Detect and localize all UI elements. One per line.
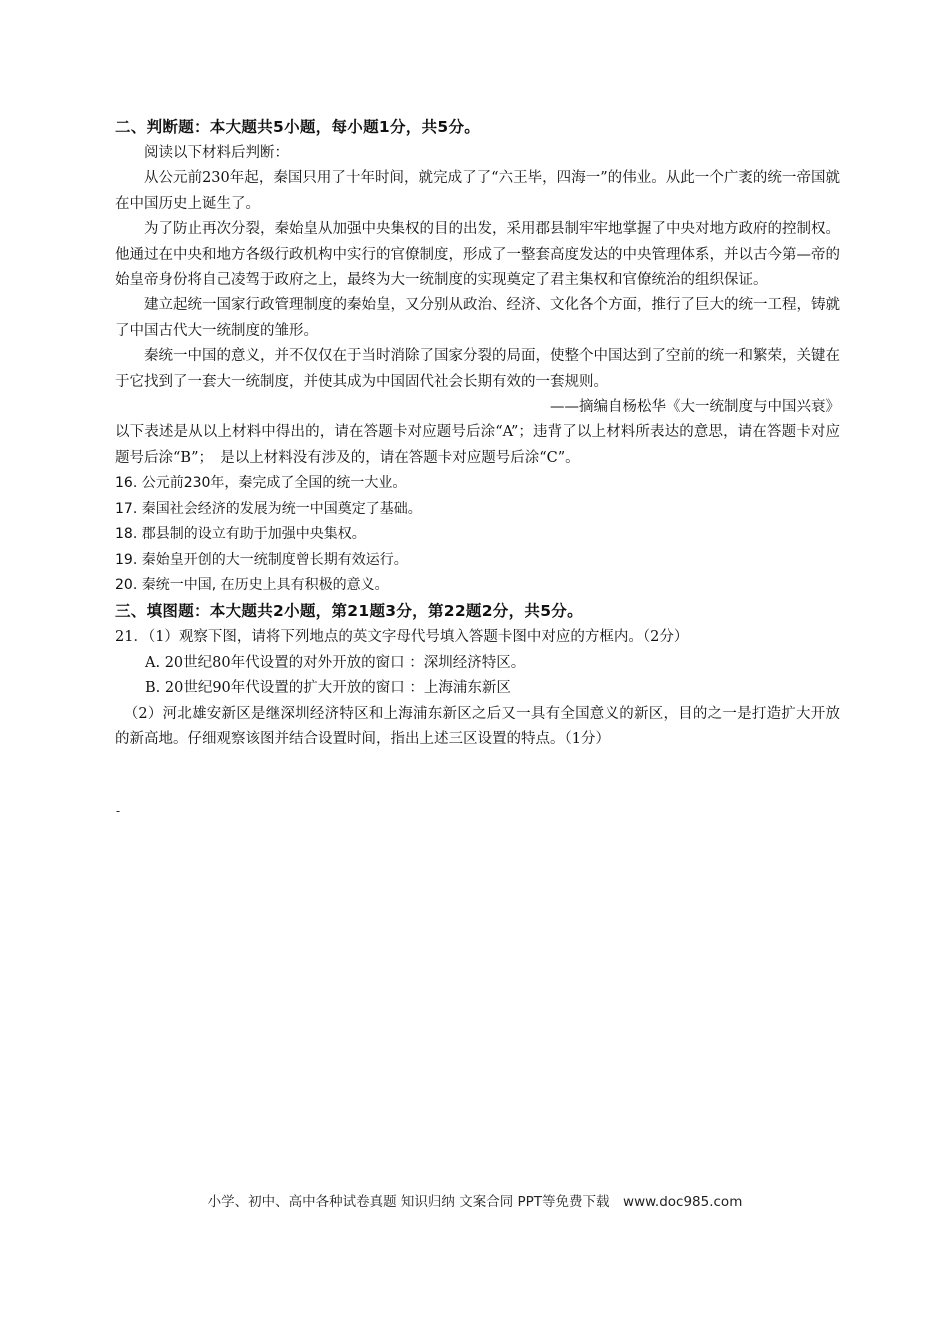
- page-footer: 小学、初中、高中各种试卷真题 知识归纳 文案合同 PPT等免费下载 www.doc985.com: [207, 1194, 743, 1210]
- question-20: 20. 秦统一中国, 在历史上具有积极的意义。: [115, 576, 389, 593]
- material-paragraph-3: 建立起统一国家行政管理制度的秦始皇，又分别从政治、经济、文化各个方面，推行了巨大的统一工程，铸就了中国古代大一统制度的雏形。: [115, 297, 840, 339]
- section-2-heading: 二、判断题：本大题共5小题，每小题1分，共5分。: [115, 118, 481, 136]
- judgement-instruction: 以下表述是从以上材料中得出的，请在答题卡对应题号后涂“A”；违背了以上材料所表达的意思，请在答题卡对应题号后涂“B”； 是以上材料没有涉及的，请在答题卡对应题号后涂“C”。: [115, 424, 840, 466]
- stray-mark: -: [116, 804, 121, 818]
- question-21-option-a: A. 20世纪80年代设置的对外开放的窗口 ：深圳经济特区。: [145, 654, 526, 671]
- material-paragraph-1: 从公元前230年起，秦国只用了十年时间，就完成了了“六王毕，四海一”的伟业。从此一个广袤的统一帝国就在中国历史上诞生了。: [115, 170, 840, 212]
- exam-content: [115, 114, 840, 752]
- material-paragraph-4: 秦统一中国的意义，并不仅仅在于当时消除了国家分裂的局面，使整个中国达到了空前的统一和繁荣，关键在于它找到了一套大一统制度，并使其成为中国固代社会长期有效的一套规则。: [115, 348, 840, 390]
- question-19: 19. 秦始皇开创的大一统制度曾长期有效运行。: [115, 551, 408, 568]
- question-17: 17. 秦国社会经济的发展为统一中国奠定了基础。: [115, 500, 422, 517]
- material-source: ——摘编自杨松华《大一统制度与中国兴衰》: [550, 399, 840, 416]
- reading-intro: 阅读以下材料后判断：: [144, 145, 289, 161]
- question-21-option-b: B. 20世纪90年代设置的扩大开放的窗口 ：上海浦东新区: [145, 680, 511, 697]
- section-3-heading: 三、填图题：本大题共2小题，第21题3分，第22题2分，共5分。: [115, 602, 583, 621]
- material-paragraph-2: 为了防止再次分裂，秦始皇从加强中央集权的目的出发，采用郡县制牢牢地掌握了中央对地方政府的控制权。他通过在中央和地方各级行政机构中实行的官僚制度，形成了一整套高度发达的中央管理体系，并以古今第—帝的始皇帝身份将自己凌驾于政府之上，最终为大一统制度的实现奠定了君主集权和官僚统治的组织保证。: [115, 221, 840, 289]
- question-21-intro: 21．（1）观察下图，请将下列地点的英文字母代号填入答题卡图中对应的方框内。（2分）: [115, 629, 689, 646]
- question-18: 18. 郡县制的设立有助于加强中央集权。: [115, 526, 366, 543]
- question-21-part-2: （2）河北雄安新区是继深圳经济特区和上海浦东新区之后又一具有全国意义的新区，目的之一是打造扩大开放的新高地。仔细观察该图并结合设置时间，指出上述三区设置的特点。（1分）: [115, 705, 840, 747]
- question-16: 16. 公元前230年，秦完成了全国的统一大业。: [115, 475, 407, 492]
